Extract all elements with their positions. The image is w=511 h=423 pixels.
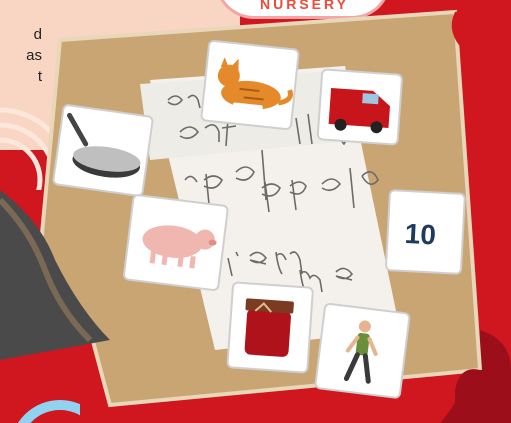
card-man [315, 303, 410, 398]
speech-line-3: t [37, 68, 42, 85]
speech-line-1: d [33, 26, 42, 43]
nursery-badge-text: NURSERY [260, 0, 349, 12]
card-cat [201, 41, 299, 130]
card-jam [227, 282, 313, 372]
speech-line-2: as [26, 47, 42, 64]
card-number [386, 190, 465, 274]
card-pan [53, 105, 153, 197]
card-number-text: 10 [403, 217, 437, 251]
card-van [318, 69, 403, 144]
card-pig [123, 195, 228, 291]
